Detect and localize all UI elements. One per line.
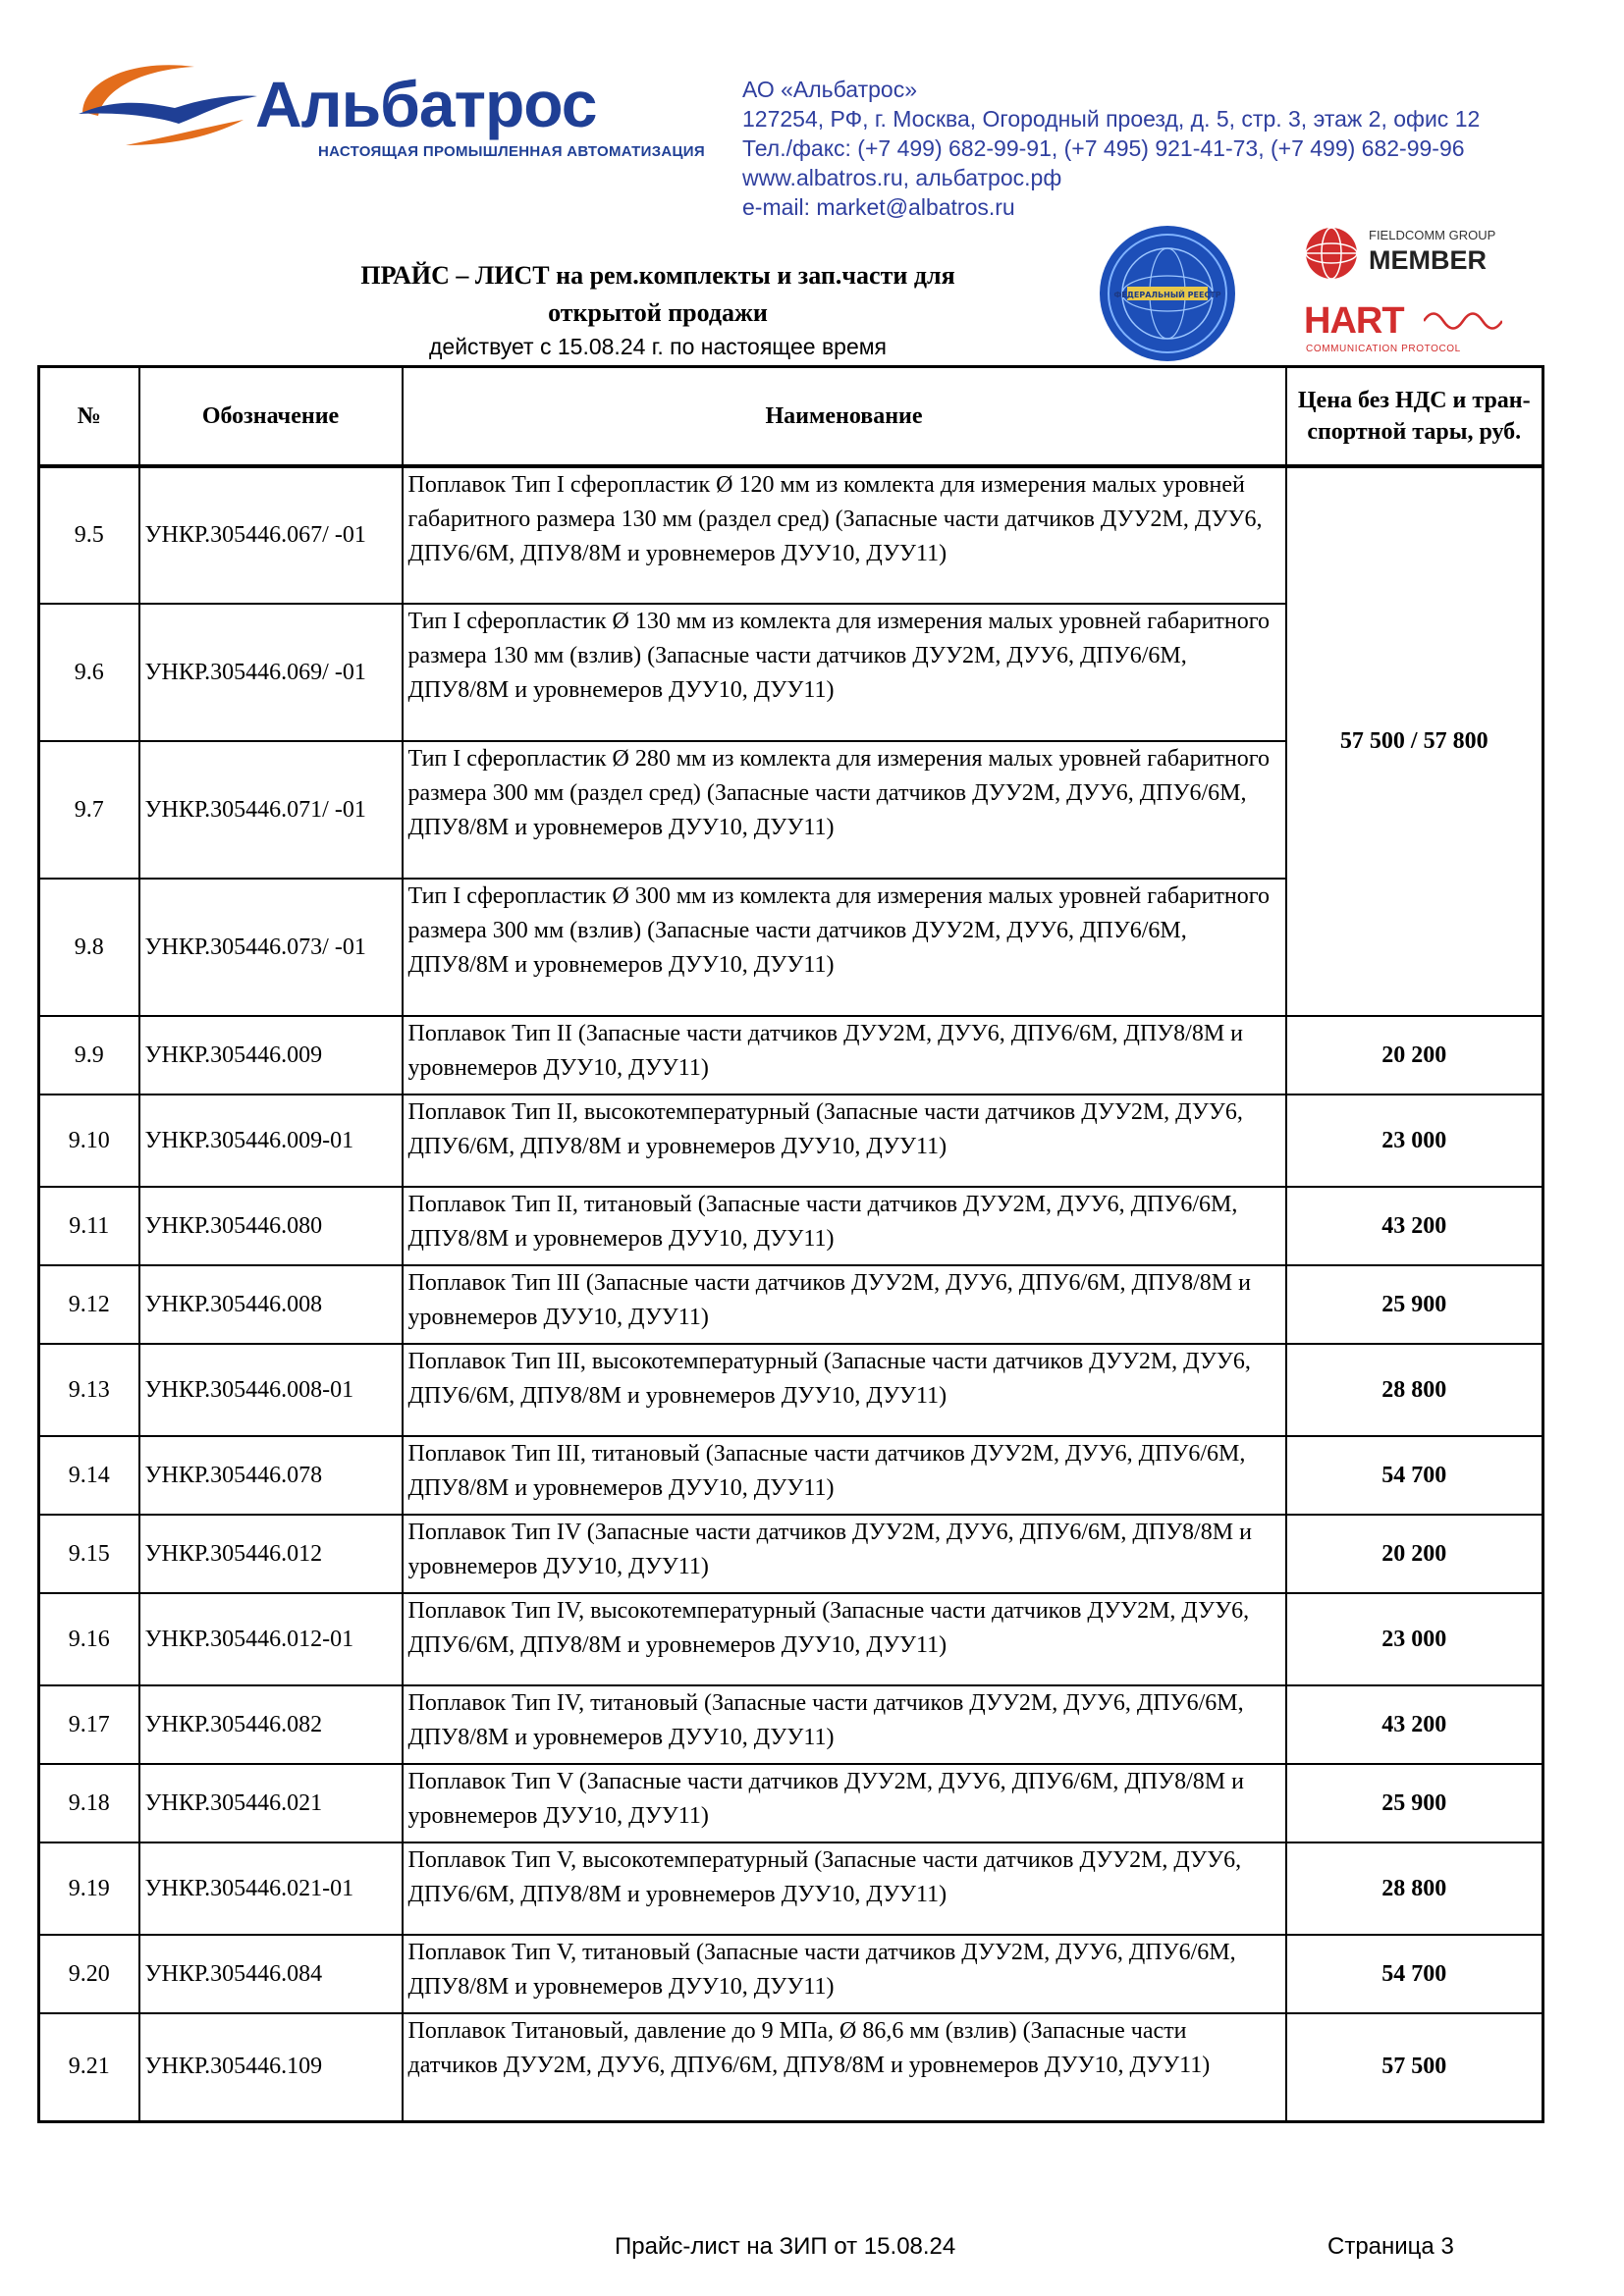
row-num: 9.16 — [39, 1593, 139, 1685]
company-contacts — [742, 75, 1480, 222]
row-num: 9.17 — [39, 1685, 139, 1764]
company-phones: Тел./факс: (+7 499) 682-99-91, (+7 495) 921-41-73, (+7 499) 682-99-96 — [742, 135, 1465, 161]
row-num: 9.7 — [39, 741, 139, 879]
row-num: 9.14 — [39, 1436, 139, 1515]
row-price: 20 200 — [1286, 1515, 1543, 1593]
row-num: 9.15 — [39, 1515, 139, 1593]
fieldcomm-member-badge — [1304, 224, 1510, 283]
group-price: 57 500 / 57 800 — [1286, 466, 1543, 1016]
table-row — [39, 1016, 1543, 1095]
document-title — [245, 257, 1070, 332]
row-price: 43 200 — [1286, 1685, 1543, 1764]
albatros-logo — [77, 59, 715, 167]
hart-wave-icon — [1424, 306, 1502, 336]
logo-tagline: НАСТОЯЩАЯ ПРОМЫШЛЕННАЯ АВТОМАТИЗАЦИЯ — [318, 143, 705, 160]
albatros-bird-icon — [77, 59, 258, 147]
row-code: УНКР.305446.021 — [139, 1764, 403, 1842]
row-num: 9.13 — [39, 1344, 139, 1436]
row-num: 9.9 — [39, 1016, 139, 1095]
header-name: Наименование — [403, 367, 1286, 467]
row-name: Поплавок Тип V, высокотемпературный (Запасные части датчиков ДУУ2М, ДУУ6, ДПУ6/6М, ДПУ8/8М и уровнемеров ДУУ10, ДУУ11) — [403, 1842, 1286, 1935]
hart-label: HART — [1304, 300, 1404, 342]
row-name: Поплавок Тип II (Запасные части датчиков ДУУ2М, ДУУ6, ДПУ6/6М, ДПУ8/8М и уровнемеров ДУУ10, ДУУ11) — [403, 1016, 1286, 1095]
row-name: Поплавок Тип I сферопластик Ø 120 мм из комлекта для измерения малых уровней габаритного размера 130 мм (раздел сред) (Запасные части датчиков ДУУ2М, ДУУ6, ДПУ6/6М, ДПУ8/8М и уровнемеров ДУУ10, ДУУ11) — [403, 466, 1286, 604]
logo-wordmark: Альбатрос — [255, 68, 597, 140]
table-header-row — [39, 367, 1543, 467]
title-line-2: открытой продажи — [548, 298, 768, 327]
hart-protocol-badge — [1304, 300, 1510, 357]
table-row — [39, 1935, 1543, 2013]
footer-page-number: Страница 3 — [1327, 2233, 1454, 2260]
header-price: Цена без НДС и тран-спортной тары, руб. — [1286, 367, 1543, 467]
row-name: Поплавок Тип III, титановый (Запасные части датчиков ДУУ2М, ДУУ6, ДПУ6/6М, ДПУ8/8М и уровнемеров ДУУ10, ДУУ11) — [403, 1436, 1286, 1515]
row-name: Тип I сферопластик Ø 280 мм из комлекта для измерения малых уровней габаритного размера 300 мм (раздел сред) (Запасные части датчиков ДУУ2М, ДУУ6, ДПУ6/6М, ДПУ8/8М и уровнемеров ДУУ10, ДУУ11) — [403, 741, 1286, 879]
row-name: Тип I сферопластик Ø 130 мм из комлекта для измерения малых уровней габаритного размера 130 мм (взлив) (Запасные части датчиков ДУУ2М, ДУУ6, ДПУ6/6М, ДПУ8/8М и уровнемеров ДУУ10, ДУУ11) — [403, 604, 1286, 741]
table-row — [39, 2013, 1543, 2121]
fieldcomm-member-label: MEMBER — [1369, 245, 1487, 275]
fieldcomm-globe-icon — [1304, 226, 1359, 281]
row-code: УНКР.305446.021-01 — [139, 1842, 403, 1935]
row-price: 43 200 — [1286, 1187, 1543, 1265]
row-price: 23 000 — [1286, 1593, 1543, 1685]
table-row — [39, 1095, 1543, 1187]
row-price: 23 000 — [1286, 1095, 1543, 1187]
row-code: УНКР.305446.067/ -01 — [139, 466, 403, 604]
price-table — [37, 365, 1544, 2123]
row-code: УНКР.305446.082 — [139, 1685, 403, 1764]
row-name: Поплавок Тип III, высокотемпературный (Запасные части датчиков ДУУ2М, ДУУ6, ДПУ6/6М, ДПУ8/8М и уровнемеров ДУУ10, ДУУ11) — [403, 1344, 1286, 1436]
row-code: УНКР.305446.012 — [139, 1515, 403, 1593]
row-num: 9.19 — [39, 1842, 139, 1935]
row-code: УНКР.305446.071/ -01 — [139, 741, 403, 879]
table-row — [39, 1685, 1543, 1764]
row-name: Поплавок Тип IV (Запасные части датчиков ДУУ2М, ДУУ6, ДПУ6/6М, ДПУ8/8М и уровнемеров ДУУ10, ДУУ11) — [403, 1515, 1286, 1593]
table-row — [39, 466, 1543, 604]
row-code: УНКР.305446.008-01 — [139, 1344, 403, 1436]
table-row — [39, 1436, 1543, 1515]
row-num: 9.8 — [39, 879, 139, 1016]
row-num: 9.10 — [39, 1095, 139, 1187]
row-price: 28 800 — [1286, 1842, 1543, 1935]
header-num: № — [39, 367, 139, 467]
footer-document-label: Прайс-лист на ЗИП от 15.08.24 — [615, 2233, 956, 2260]
row-price: 54 700 — [1286, 1935, 1543, 2013]
row-price: 20 200 — [1286, 1016, 1543, 1095]
row-price: 28 800 — [1286, 1344, 1543, 1436]
row-code: УНКР.305446.008 — [139, 1265, 403, 1344]
validity-note: действует с 15.08.24 г. по настоящее время — [428, 334, 888, 359]
row-code: УНКР.305446.084 — [139, 1935, 403, 2013]
row-code: УНКР.305446.080 — [139, 1187, 403, 1265]
company-websites[interactable]: www.albatros.ru, альбатрос.рф — [742, 165, 1062, 190]
company-address: 127254, РФ, г. Москва, Огородный проезд, д. 5, стр. 3, этаж 2, офис 12 — [742, 106, 1481, 132]
row-num: 9.6 — [39, 604, 139, 741]
table-row — [39, 1515, 1543, 1593]
row-name: Поплавок Тип III (Запасные части датчиков ДУУ2М, ДУУ6, ДПУ6/6М, ДПУ8/8М и уровнемеров ДУУ10, ДУУ11) — [403, 1265, 1286, 1344]
table-row — [39, 1764, 1543, 1842]
hart-protocol-label: COMMUNICATION PROTOCOL — [1306, 344, 1461, 354]
row-code: УНКР.305446.073/ -01 — [139, 879, 403, 1016]
row-name: Поплавок Тип IV, высокотемпературный (Запасные части датчиков ДУУ2М, ДУУ6, ДПУ6/6М, ДПУ8/8М и уровнемеров ДУУ10, ДУУ11) — [403, 1593, 1286, 1685]
fieldcomm-group-label: FIELDCOMM GROUP — [1369, 228, 1496, 242]
row-name: Тип I сферопластик Ø 300 мм из комлекта для измерения малых уровней габаритного размера 300 мм (взлив) (Запасные части датчиков ДУУ2М, ДУУ6, ДПУ6/6М, ДПУ8/8М и уровнемеров ДУУ10, ДУУ11) — [403, 879, 1286, 1016]
row-code: УНКР.305446.009 — [139, 1016, 403, 1095]
row-name: Поплавок Титановый, давление до 9 МПа, Ø 86,6 мм (взлив) (Запасные части датчиков ДУУ2М, ДУУ6, ДПУ6/6М, ДПУ8/8М и уровнемеров ДУУ10, ДУУ11) — [403, 2013, 1286, 2121]
row-num: 9.11 — [39, 1187, 139, 1265]
federal-registry-seal-icon — [1098, 224, 1237, 363]
row-name: Поплавок Тип II, высокотемпературный (Запасные части датчиков ДУУ2М, ДУУ6, ДПУ6/6М, ДПУ8/8М и уровнемеров ДУУ10, ДУУ11) — [403, 1095, 1286, 1187]
row-num: 9.21 — [39, 2013, 139, 2121]
table-row — [39, 1842, 1543, 1935]
row-code: УНКР.305446.069/ -01 — [139, 604, 403, 741]
row-code: УНКР.305446.012-01 — [139, 1593, 403, 1685]
row-code: УНКР.305446.009-01 — [139, 1095, 403, 1187]
header-code: Обозначение — [139, 367, 403, 467]
row-name: Поплавок Тип IV, титановый (Запасные части датчиков ДУУ2М, ДУУ6, ДПУ6/6М, ДПУ8/8М и уровнемеров ДУУ10, ДУУ11) — [403, 1685, 1286, 1764]
row-code: УНКР.305446.109 — [139, 2013, 403, 2121]
row-num: 9.20 — [39, 1935, 139, 2013]
row-price: 25 900 — [1286, 1265, 1543, 1344]
table-row — [39, 1344, 1543, 1436]
row-num: 9.18 — [39, 1764, 139, 1842]
table-row — [39, 1593, 1543, 1685]
row-name: Поплавок Тип V (Запасные части датчиков ДУУ2М, ДУУ6, ДПУ6/6М, ДПУ8/8М и уровнемеров ДУУ10, ДУУ11) — [403, 1764, 1286, 1842]
row-price: 54 700 — [1286, 1436, 1543, 1515]
row-num: 9.5 — [39, 466, 139, 604]
row-price: 25 900 — [1286, 1764, 1543, 1842]
table-row — [39, 1265, 1543, 1344]
table-row — [39, 1187, 1543, 1265]
row-code: УНКР.305446.078 — [139, 1436, 403, 1515]
row-price: 57 500 — [1286, 2013, 1543, 2121]
row-name: Поплавок Тип V, титановый (Запасные части датчиков ДУУ2М, ДУУ6, ДПУ6/6М, ДПУ8/8М и уровнемеров ДУУ10, ДУУ11) — [403, 1935, 1286, 2013]
company-name: АО «Альбатрос» — [742, 77, 917, 102]
seal-label: ФЕДЕРАЛЬНЫЙ РЕЕСТР — [1113, 291, 1221, 299]
company-email[interactable]: e-mail: market@albatros.ru — [742, 194, 1015, 220]
row-name: Поплавок Тип II, титановый (Запасные части датчиков ДУУ2М, ДУУ6, ДПУ6/6М, ДПУ8/8М и уровнемеров ДУУ10, ДУУ11) — [403, 1187, 1286, 1265]
row-num: 9.12 — [39, 1265, 139, 1344]
title-line-1: ПРАЙС – ЛИСТ на рем.комплекты и зап.части для — [360, 261, 955, 290]
